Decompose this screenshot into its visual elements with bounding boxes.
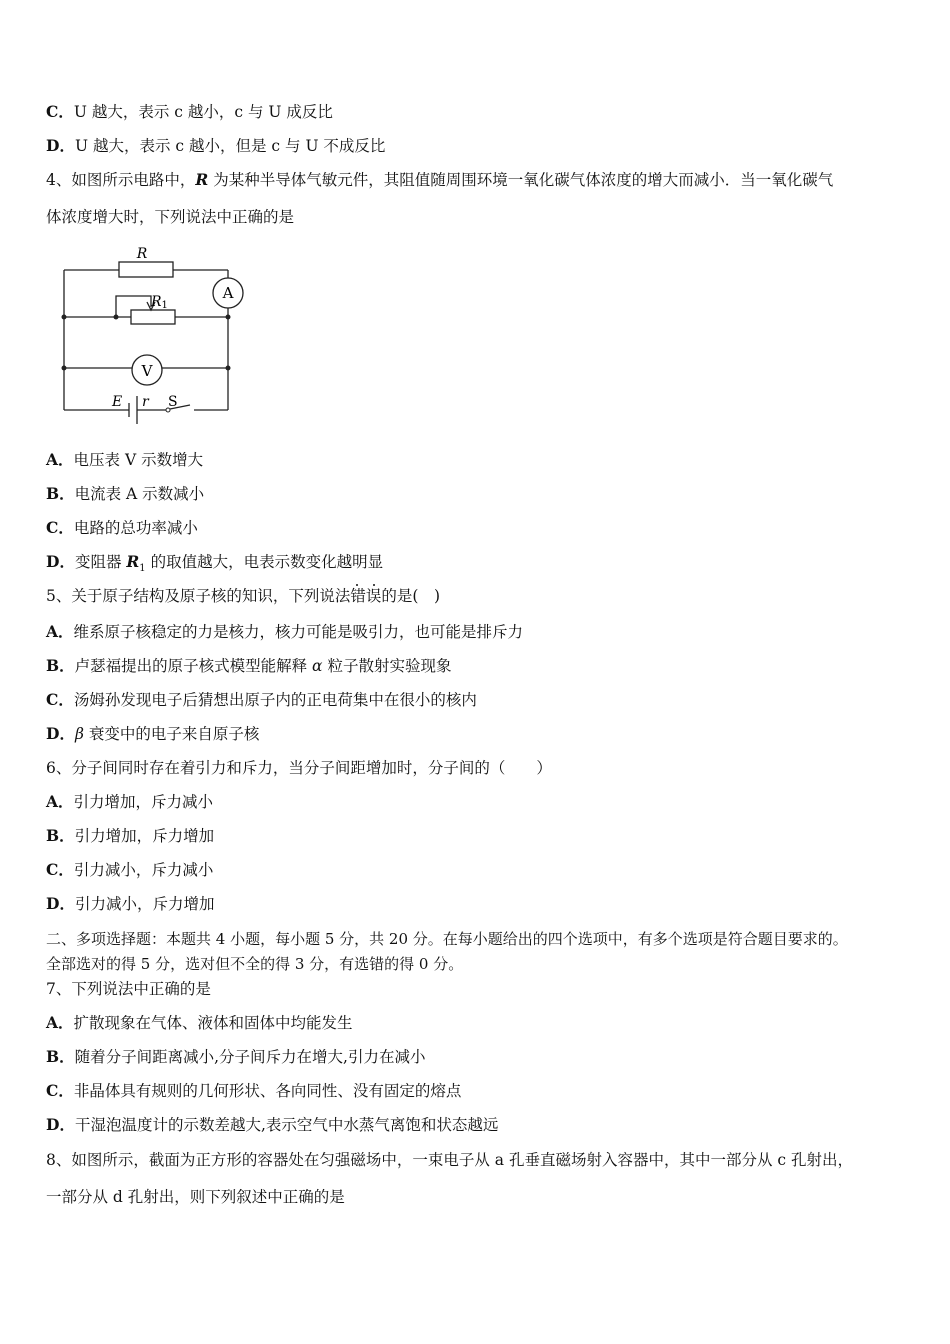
q4-stem-line1: 4、如图所示电路中，R 为某种半导体气敏元件，其阻值随周围环境一氧化碳气体浓度的增大而减小．当一氧化碳气 <box>46 170 834 189</box>
q4-circuit-diagram <box>50 240 260 435</box>
q4-option-b[interactable] <box>46 484 204 504</box>
q5-stem: 5、关于原子结构及原子核的知识，下列说法错误的是( ) <box>46 587 440 605</box>
option-text: 引力增加，斥力增加 <box>74 827 215 845</box>
option-letter: B． <box>46 826 75 845</box>
resistor-r <box>119 262 173 277</box>
option-text: 扩散现象在气体、液体和固体中均能发生 <box>73 1014 353 1032</box>
label-ammeter: A <box>222 284 234 302</box>
q5-option-c[interactable] <box>46 690 477 710</box>
option-letter: C． <box>46 518 74 537</box>
label-emf: E <box>112 394 123 410</box>
q7-stem: 7、下列说法中正确的是 <box>46 980 211 998</box>
option-letter: D． <box>46 724 75 743</box>
q7-option-d[interactable] <box>46 1115 498 1135</box>
q6-option-c[interactable] <box>46 860 213 880</box>
option-text: 电流表 A 示数减小 <box>74 485 205 503</box>
option-text: 干湿泡温度计的示数差越大,表示空气中水蒸气离饱和状态越远 <box>74 1116 499 1134</box>
label-internal-r: r <box>142 394 149 410</box>
label-r: R <box>136 246 148 262</box>
q5-option-d[interactable]: D．β 衰变中的电子来自原子核 <box>46 724 260 743</box>
q6-stem: 6、分子间同时存在着引力和斥力，当分子间距增加时，分子间的（ ） <box>46 759 552 777</box>
q4-stem-line2: 体浓度增大时，下列说法中正确的是 <box>46 208 295 226</box>
option-text: 引力减小，斥力增加 <box>74 895 215 913</box>
option-letter: B． <box>46 484 75 503</box>
option-letter: A． <box>46 450 74 469</box>
q5-option-a[interactable] <box>46 622 523 642</box>
q4-option-d[interactable]: D．变阻器 $R_1$ 的取值越大，电表示数变化越明显 <box>46 552 384 575</box>
q7-option-c[interactable] <box>46 1081 461 1101</box>
option-letter: B． <box>46 656 75 675</box>
rheostat-r1 <box>131 310 175 324</box>
option-letter: A． <box>46 792 74 811</box>
section2-heading-line2: 全部选对的得 5 分，选对但不全的得 3 分，有选错的得 0 分。 <box>46 955 464 973</box>
q4-option-c[interactable] <box>46 518 198 538</box>
option-letter: A． <box>46 1013 74 1032</box>
option-text: U 越大，表示 c 越小，c 与 U 成反比 <box>73 103 333 121</box>
option-letter: D． <box>46 894 75 913</box>
option-letter: A． <box>46 622 74 641</box>
q4-option-a[interactable] <box>46 450 203 470</box>
q8-stem-line2: 一部分从 d 孔射出，则下列叙述中正确的是 <box>46 1188 345 1206</box>
q6-option-a[interactable] <box>46 792 213 812</box>
option-text: 非晶体具有规则的几何形状、各向同性、没有固定的熔点 <box>73 1082 462 1100</box>
option-text: 随着分子间距离减小,分子间斥力在增大,引力在减小 <box>74 1048 426 1066</box>
option-text: 引力增加，斥力减小 <box>73 793 214 811</box>
option-text: 电压表 V 示数增大 <box>73 451 204 469</box>
option-letter: B． <box>46 1047 75 1066</box>
label-switch: S <box>168 394 178 410</box>
section2-heading-line1: 二、多项选择题：本题共 4 小题，每小题 5 分，共 20 分。在每小题给出的四个选项中，有多个选项是符合题目要求的。 <box>46 930 848 948</box>
label-voltmeter: V <box>141 362 153 380</box>
q3-option-d[interactable] <box>46 136 385 156</box>
option-letter: C． <box>46 860 74 879</box>
q8-stem-line1: 8、如图所示，截面为正方形的容器处在匀强磁场中，一束电子从 a 孔垂直磁场射入容器中，其中一部分从 c 孔射出， <box>46 1151 853 1169</box>
option-text: 汤姆孙发现电子后猜想出原子内的正电荷集中在很小的核内 <box>73 691 477 709</box>
q3-option-c[interactable] <box>46 102 333 122</box>
q6-option-d[interactable] <box>46 894 214 914</box>
option-text: U 越大，表示 c 越小，但是 c 与 U 不成反比 <box>74 137 386 155</box>
label-r1: R1 <box>151 294 168 311</box>
option-text: 维系原子核稳定的力是核力，核力可能是吸引力，也可能是排斥力 <box>73 623 524 641</box>
q7-option-b[interactable] <box>46 1047 425 1067</box>
q5-option-b[interactable]: B．卢瑟福提出的原子核式模型能解释 α 粒子散射实验现象 <box>46 656 452 675</box>
option-letter: C． <box>46 1081 74 1100</box>
emphasis-wrong: 错误 <box>350 587 382 605</box>
option-text: 电路的总功率减小 <box>73 519 198 537</box>
q7-option-a[interactable] <box>46 1013 353 1033</box>
option-letter: D． <box>46 552 75 571</box>
option-letter: D． <box>46 136 75 155</box>
q6-option-b[interactable] <box>46 826 214 846</box>
option-letter: C． <box>46 102 74 121</box>
option-text: 引力减小，斥力减小 <box>73 861 214 879</box>
option-letter: C． <box>46 690 74 709</box>
option-letter: D． <box>46 1115 75 1134</box>
